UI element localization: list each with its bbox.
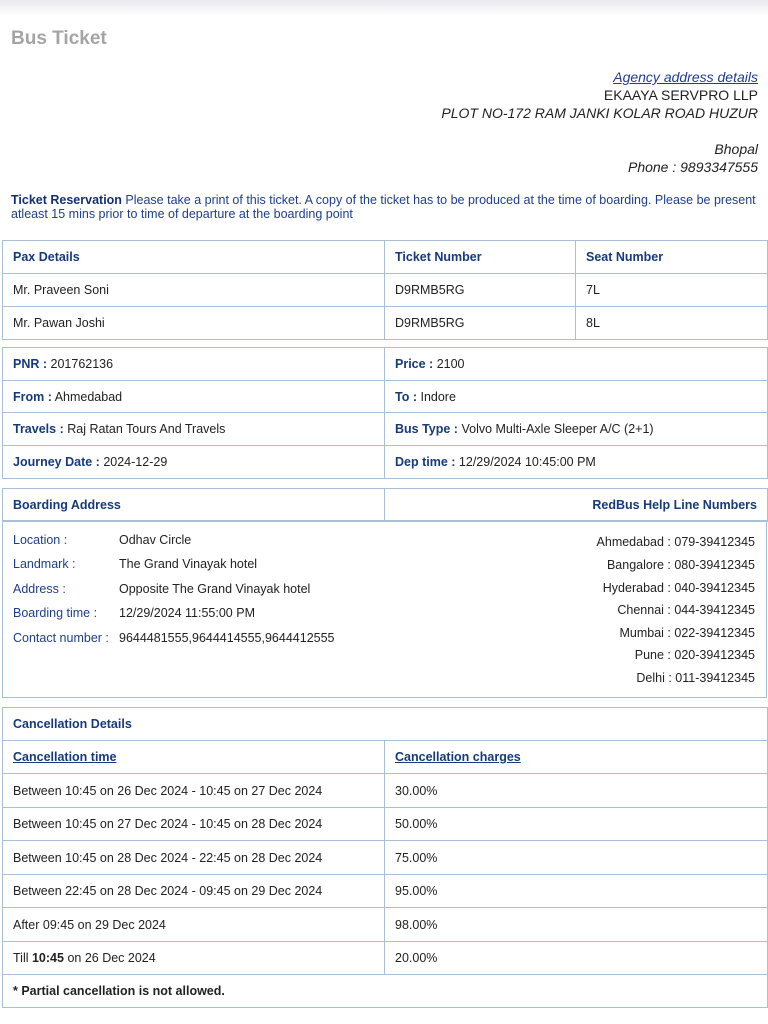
boarding-header-table — [2, 488, 768, 522]
table-row — [3, 942, 768, 975]
page-title: Bus Ticket — [11, 28, 107, 49]
table-row — [3, 348, 768, 381]
cancellation-time: Between 10:45 on 26 Dec 2024 - 10:45 on 27 Dec 2024 — [3, 774, 385, 808]
journey-date-value: 2024-12-29 — [103, 455, 168, 469]
table-row — [3, 307, 768, 340]
helpline-hyderabad: Hyderabad : 040-39412345 — [602, 581, 755, 595]
ticket-number: D9RMB5RG — [385, 307, 576, 340]
price-cell: Price : 2100 — [385, 348, 768, 381]
table-row — [3, 446, 768, 479]
agency-address-link[interactable]: Agency address details — [613, 69, 758, 85]
pax-table — [2, 240, 768, 340]
cancellation-header: Cancellation Details — [3, 708, 768, 741]
bus-type-value: Volvo Multi-Axle Sleeper A/C (2+1) — [461, 422, 654, 436]
bus-type-cell: Bus Type : Volvo Multi-Axle Sleeper A/C (2+1) — [385, 413, 768, 446]
seat-number: 8L — [576, 307, 768, 340]
table-row — [3, 808, 768, 841]
notice-text: Please take a print of this ticket. A copy of the ticket has to be produced at the time of boarding. Please be present atleast 15 mins prior to time of departure at the boarding point — [11, 193, 756, 221]
table-row — [3, 274, 768, 307]
table-row — [3, 413, 768, 446]
helpline-bangalore: Bangalore : 080-39412345 — [606, 558, 755, 572]
ticket-number: D9RMB5RG — [385, 274, 576, 307]
pax-name: Mr. Praveen Soni — [3, 274, 385, 307]
helpline-chennai: Chennai : 044-39412345 — [617, 603, 755, 617]
cancellation-charge: 20.00% — [385, 942, 768, 975]
cancellation-time: Between 22:45 on 28 Dec 2024 - 09:45 on 29 Dec 2024 — [3, 875, 385, 908]
helpline-mumbai: Mumbai : 022-39412345 — [619, 626, 755, 640]
helpline-pune: Pune : 020-39412345 — [634, 648, 755, 662]
seat-number: 7L — [576, 274, 768, 307]
cancellation-time: Between 10:45 on 28 Dec 2024 - 22:45 on 28 Dec 2024 — [3, 841, 385, 875]
cancellation-table — [2, 707, 768, 1008]
to-cell: To : Indore — [385, 381, 768, 413]
boarding-details-box: Location : Odhav Circle Landmark : The Grand Vinayak hotel Address : Opposite The Grand Vinayak hotel Boarding time : 12/29/2024 11:55:00 PM Contact number : 9644481555,9644414555,9644412555 Ahmedabad : 079-39412345 Bangalore : 080-39412345 Hyderabad : 040-39412345 Chennai : 044-39412345 Mumbai : 022-39412345 Pune : 020-39412345 Delhi : 011-39412345 — [2, 520, 767, 698]
table-row — [3, 875, 768, 908]
cancellation-charge: 95.00% — [385, 875, 768, 908]
from-cell: From : Ahmedabad — [3, 381, 385, 413]
table-row — [3, 841, 768, 875]
table-row — [3, 908, 768, 942]
dep-time-cell: Dep time : 12/29/2024 10:45:00 PM — [385, 446, 768, 479]
travels-cell: Travels : Raj Ratan Tours And Travels — [3, 413, 385, 446]
notice-label: Ticket Reservation — [11, 193, 122, 207]
pax-header-row — [3, 241, 768, 274]
agency-name: EKAAYA SERVPRO LLP — [603, 87, 758, 103]
boarding-address-header: Boarding Address — [3, 489, 385, 522]
cancellation-time: After 09:45 on 29 Dec 2024 — [3, 908, 385, 942]
pax-details-header: Pax Details — [3, 241, 385, 274]
cancellation-time-till: Till 10:45 on 26 Dec 2024 — [3, 942, 385, 975]
agency-address — [441, 68, 758, 176]
agency-city: Bhopal — [714, 141, 758, 157]
seat-number-header: Seat Number — [576, 241, 768, 274]
cancellation-charges-header: Cancellation charges — [385, 741, 768, 774]
table-row — [3, 381, 768, 413]
pnr-value: 201762136 — [50, 357, 114, 371]
ticket-number-header: Ticket Number — [385, 241, 576, 274]
journey-date-cell: Journey Date : 2024-12-29 — [3, 446, 385, 479]
price-value: 2100 — [436, 357, 465, 371]
pax-name: Mr. Pawan Joshi — [3, 307, 385, 340]
from-value: Ahmedabad — [54, 389, 123, 404]
pnr-cell: PNR : 201762136 — [3, 348, 385, 381]
travels-value: Raj Ratan Tours And Travels — [67, 422, 226, 436]
cancellation-charge: 75.00% — [385, 841, 768, 875]
reservation-notice — [11, 193, 759, 221]
journey-table — [2, 347, 768, 479]
dep-time-value: 12/29/2024 10:45:00 PM — [458, 455, 596, 469]
table-row — [3, 774, 768, 808]
cancellation-time-header: Cancellation time — [3, 741, 385, 774]
to-value: Indore — [420, 389, 456, 404]
partial-cancellation-note: * Partial cancellation is not allowed. — [3, 975, 768, 1008]
cancellation-charge: 30.00% — [385, 774, 768, 808]
top-shadow — [0, 0, 768, 16]
cancellation-charge: 50.00% — [385, 808, 768, 841]
cancellation-time: Between 10:45 on 27 Dec 2024 - 10:45 on 28 Dec 2024 — [3, 808, 385, 841]
helpline-header: RedBus Help Line Numbers — [385, 489, 768, 522]
agency-street: PLOT NO-172 RAM JANKI KOLAR ROAD HUZUR — [441, 105, 758, 121]
cancellation-charge: 98.00% — [385, 908, 768, 942]
agency-phone: Phone : 9893347555 — [627, 159, 758, 175]
helpline-ahmedabad: Ahmedabad : 079-39412345 — [596, 535, 755, 549]
helpline-delhi: Delhi : 011-39412345 — [636, 671, 755, 685]
